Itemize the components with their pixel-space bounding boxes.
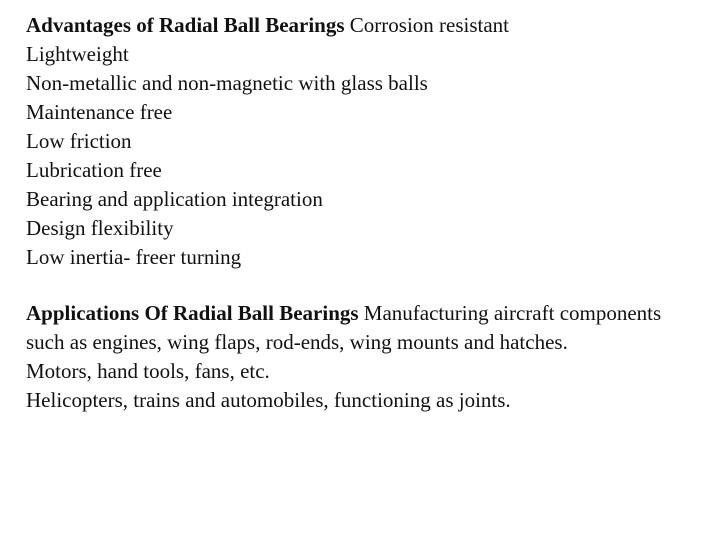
advantages-section: [26, 11, 686, 272]
applications-item-aircraft: Manufacturing aircraft components such as engines, wing flaps, rod-ends, wing mounts and hatches.: [26, 301, 662, 354]
applications-item-helicopters: Helicopters, trains and automobiles, functioning as joints.: [26, 388, 511, 412]
advantages-item-non-metallic: Non-metallic and non-magnetic with glass balls: [26, 71, 428, 95]
applications-section: [26, 299, 666, 415]
advantages-item-corrosion-resistant: Corrosion resistant: [344, 13, 510, 37]
advantages-item-design-flexibility: Design flexibility: [26, 216, 174, 240]
applications-item-motors: Motors, hand tools, fans, etc.: [26, 359, 270, 383]
advantages-item-low-friction: Low friction: [26, 129, 132, 153]
advantages-heading: Advantages of Radial Ball Bearings: [26, 13, 345, 37]
applications-heading-paragraph: [26, 299, 666, 357]
applications-heading: Applications Of Radial Ball Bearings: [26, 301, 359, 325]
advantages-item-lightweight: Lightweight: [26, 42, 129, 66]
advantages-item-lubrication-free: Lubrication free: [26, 158, 162, 182]
advantages-item-low-inertia: Low inertia- freer turning: [26, 245, 242, 269]
advantages-item-integration: Bearing and application integration: [26, 187, 323, 211]
advantages-item-maintenance-free: Maintenance free: [26, 100, 173, 124]
advantages-heading-line: [26, 11, 686, 40]
